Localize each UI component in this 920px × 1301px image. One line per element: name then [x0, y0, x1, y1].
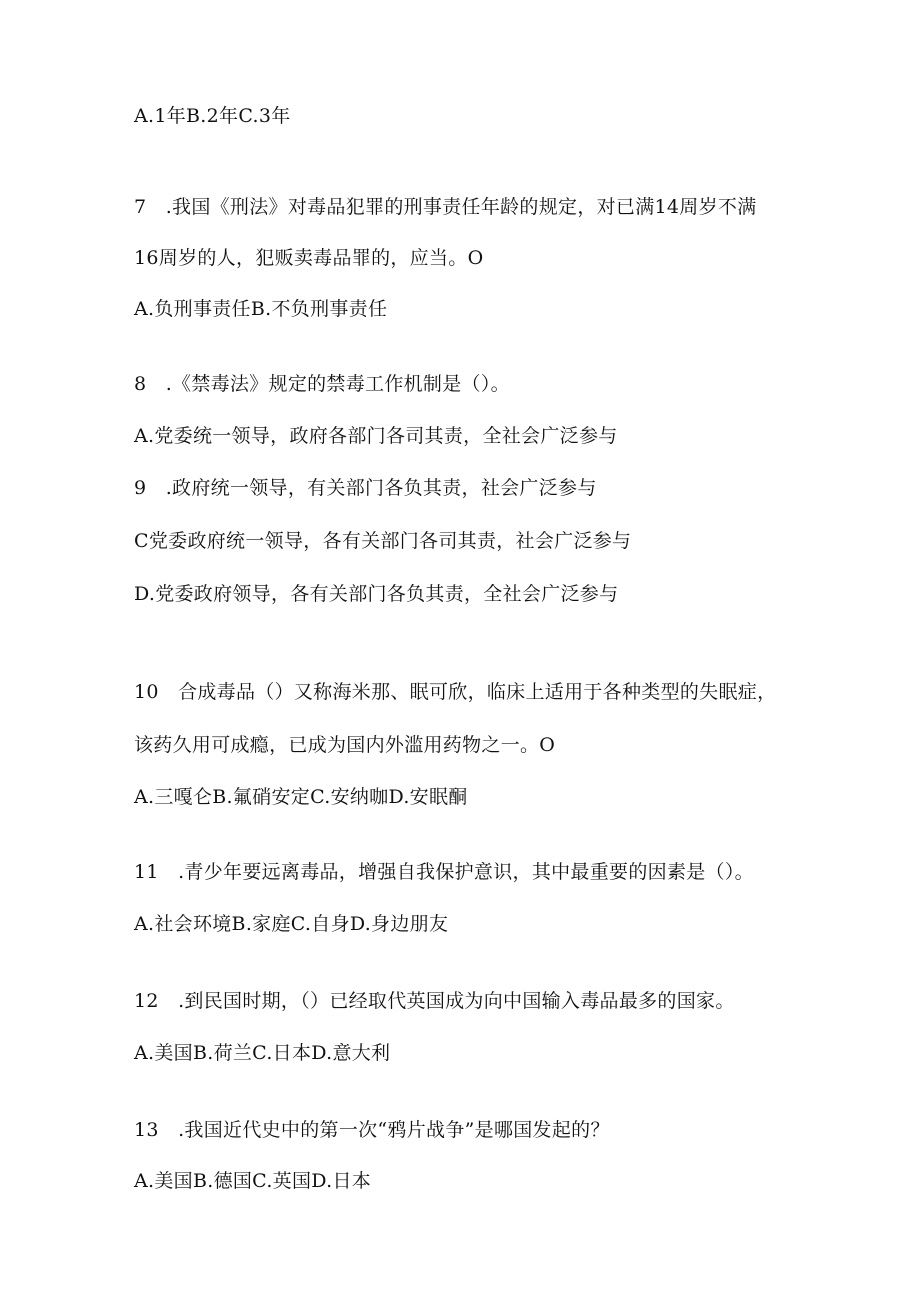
q11-stem: 11 .青少年要远离毒品，增强自我保护意识，其中最重要的因素是（）。 [134, 861, 754, 883]
q12-options: A.美国B.荷兰C.日本D.意大利 [134, 1042, 391, 1064]
q10-stem-line-2: 该药久用可成瘾，已成为国内外滥用药物之一。O [134, 734, 556, 756]
q13-stem: 13 .我国近代史中的第一次“鸦片战争”是哪国发起的？ [134, 1119, 610, 1141]
q8-stem: 8 .《禁毒法》规定的禁毒工作机制是（）。 [134, 373, 510, 395]
q10-stem-line-1: 10 合成毒品（）又称海米那、眠可欣，临床上适用于各种类型的失眠症， [134, 681, 777, 703]
q8-option-c: C党委政府统一领导，各有关部门各司其责，社会广泛参与 [134, 530, 632, 552]
q11-options: A.社会环境B.家庭C.自身D.身边朋友 [134, 913, 449, 935]
q13-options: A.美国B.德国C.英国D.日本 [134, 1170, 372, 1192]
q8-option-a: A.党委统一领导，政府各部门各司其责，全社会广泛参与 [134, 425, 618, 447]
q6-options: A.1年B.2年C.3年 [134, 105, 291, 127]
q7-options: A.负刑事责任B.不负刑事责任 [134, 298, 388, 320]
q8-option-d: D.党委政府领导，各有关部门各负其责，全社会广泛参与 [134, 583, 619, 605]
q8-option-b: 9 .政府统一领导，有关部门各负其责，社会广泛参与 [134, 477, 597, 499]
q12-stem: 12 .到民国时期，（）已经取代英国成为向中国输入毒品最多的国家。 [134, 990, 735, 1012]
q7-stem-line-1: 7 .我国《刑法》对毒品犯罪的刑事责任年龄的规定，对已满14周岁不满 [134, 196, 757, 218]
q10-options: A.三嘎仑B.氟硝安定C.安纳咖D.安眠酮 [134, 786, 468, 808]
q7-stem-line-2: 16周岁的人，犯贩卖毒品罪的，应当。O [134, 247, 484, 269]
